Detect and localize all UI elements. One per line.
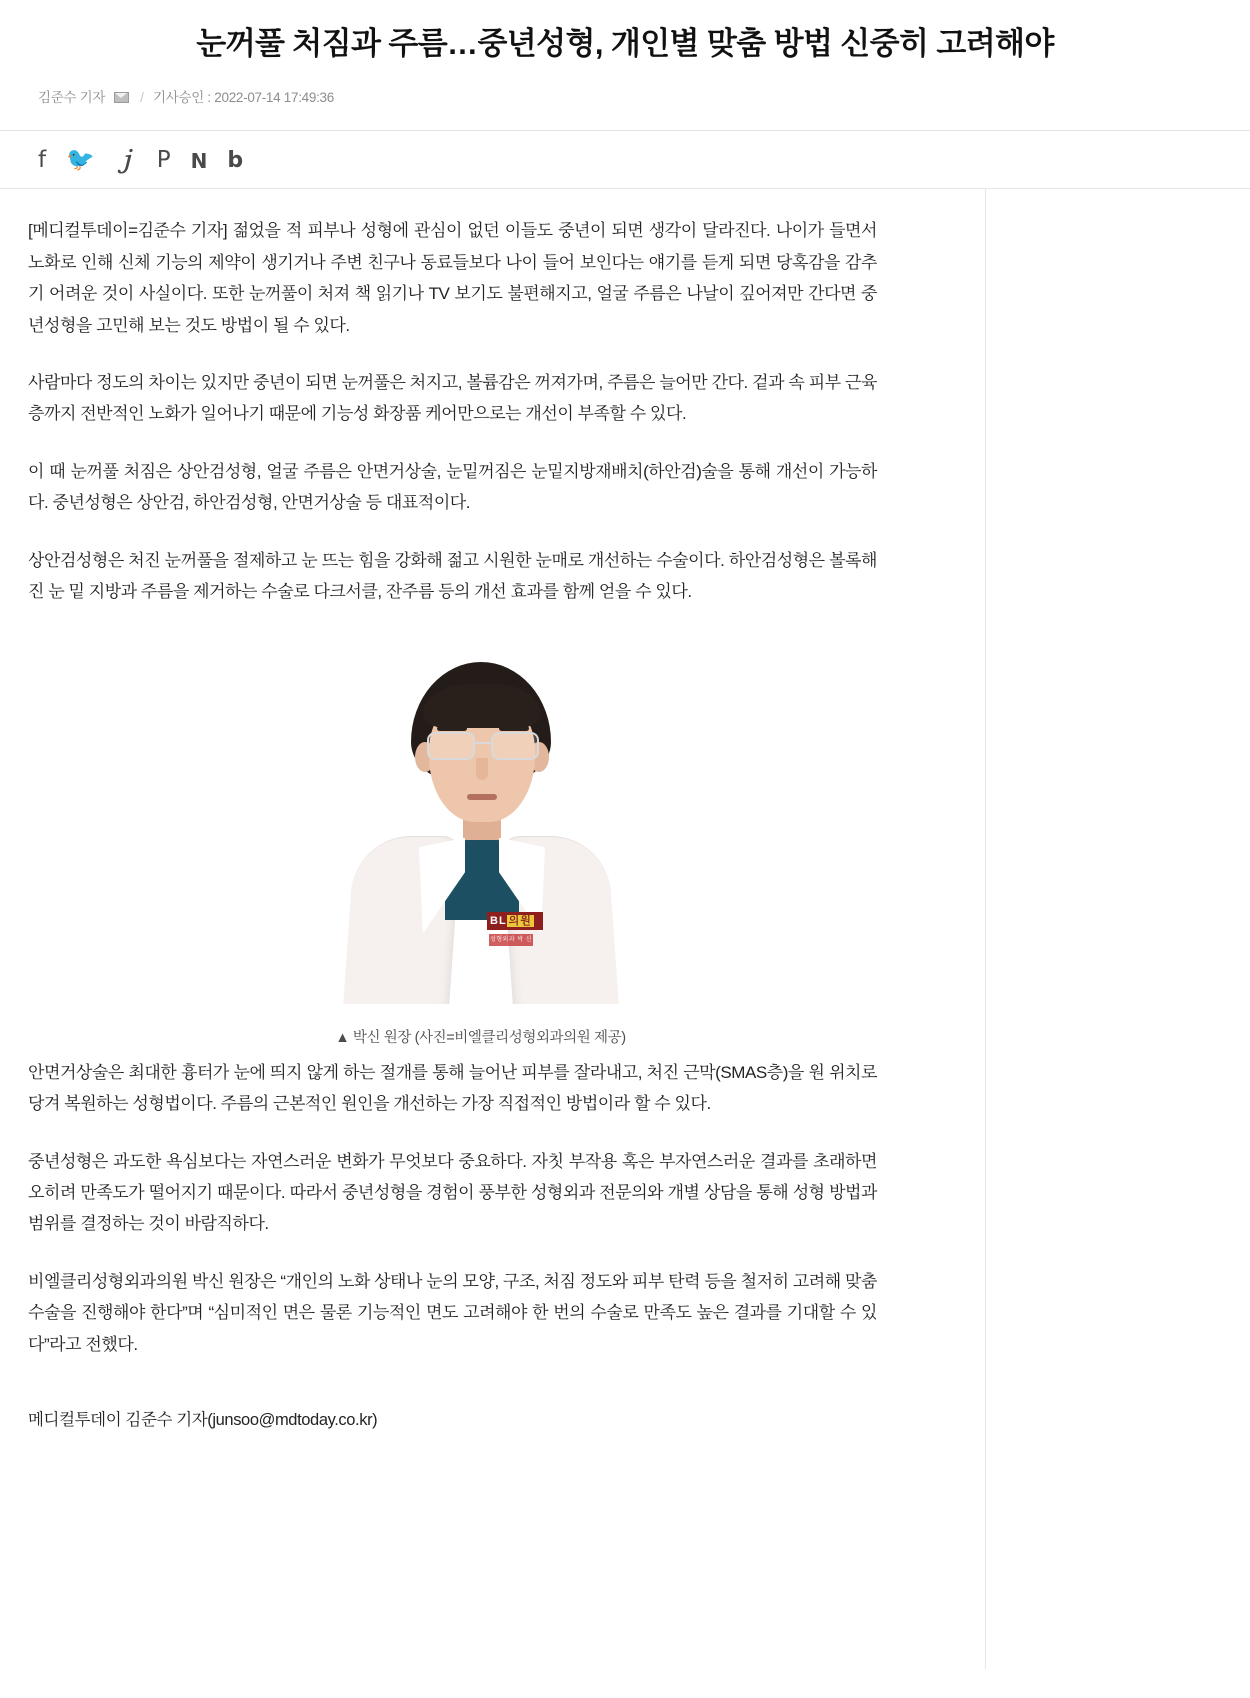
eyebrow-left-shape — [437, 726, 467, 731]
eyebrow-right-shape — [499, 726, 529, 731]
article-figure — [28, 654, 933, 1047]
nose-shape — [476, 758, 488, 780]
byline-reporter: 김준수 기자 — [38, 90, 106, 106]
glasses-icon — [425, 732, 541, 758]
naver-share-icon[interactable]: N — [190, 148, 208, 173]
article-body — [0, 215, 905, 1430]
pinterest-share-icon[interactable]: P — [156, 147, 171, 174]
byline-timestamp: 기사승인 : 2022-07-14 17:49:36 — [152, 90, 334, 106]
twitter-share-icon[interactable]: 🐦 — [66, 147, 95, 174]
glasses-lens-right — [491, 732, 539, 760]
paragraph: 비엘클리성형외과의원 박신 원장은 “개인의 노화 상태나 눈의 모양, 구조, 처짐 정도와 피부 탄력 등을 철저히 고려해 맞춤 수술을 진행해야 한다”며 “심미적인 면은 물론 기능적인 면도 고려해야 한 번의 수술로 만족도 높은 결과를 기대할 수 있다”라고 전했다. — [28, 1271, 877, 1354]
coat-logo-text: BL — [490, 914, 507, 927]
fringe-shape — [423, 684, 541, 728]
paragraph: [메디컬투데이=김준수 기자] 젊었을 적 피부나 성형에 관심이 없던 이들도 중년이 되면 생각이 달라진다. 나이가 들면서 노화로 인해 신체 기능의 제약이 생기거나 주변 친구나 동료들보다 나이 들어 보인다는 얘기를 듣게 되면 당혹감을 감추기 어려운 것이 사실이다. 또한 눈꺼풀이 처져 책 읽기나 TV 보기도 불편해지고, 얼굴 주름은 나날이 깊어져만 간다면 중년성형을 고민해 보는 것도 방법이 될 수 있다. — [28, 221, 877, 335]
band-share-icon[interactable]: b — [227, 147, 244, 173]
paragraph: 이 때 눈꺼풀 처짐은 상안검성형, 얼굴 주름은 안면거상술, 눈밑꺼짐은 눈밑지방재배치(하안검)술을 통해 개선이 가능하다. 중년성형은 상안검, 하안검성형, 안면거상술 등 대표적이다. — [28, 461, 877, 513]
facebook-share-icon[interactable]: f — [38, 147, 47, 174]
mouth-shape — [467, 794, 497, 800]
kakao-share-icon[interactable]: ｊ — [114, 147, 137, 173]
mail-icon[interactable] — [114, 92, 129, 103]
coat-logo-highlight: 의원 — [508, 914, 532, 927]
byline-separator: / — [140, 90, 144, 106]
figure-caption: ▲ 박신 원장 (사진=비엘클리성형외과의원 제공) — [335, 1029, 626, 1046]
glasses-lens-left — [427, 732, 475, 760]
article-content — [0, 189, 1250, 1430]
share-bar — [0, 131, 1250, 189]
glasses-bridge — [473, 742, 493, 744]
coat-badge: 성형외과 박 신 — [489, 934, 533, 946]
paragraph: 상안검성형은 처진 눈꺼풀을 절제하고 눈 뜨는 힘을 강화해 젊고 시원한 눈매로 개선하는 수술이다. 하안검성형은 볼록해진 눈 밑 지방과 주름을 제거하는 수술로 다크서클, 잔주름 등의 개선 효과를 함께 얻을 수 있다. — [28, 550, 877, 602]
content-vertical-rule — [985, 189, 986, 1669]
article-header — [0, 0, 1250, 106]
byline — [28, 86, 1222, 106]
coat-logo — [487, 912, 543, 930]
article-signoff: 메디컬투데이 김준수 기자(junsoo@mdtoday.co.kr) — [28, 1411, 378, 1430]
paragraph: 중년성형은 과도한 욕심보다는 자연스러운 변화가 무엇보다 중요하다. 자칫 부작용 혹은 부자연스러운 결과를 초래하면 오히려 만족도가 떨어지기 때문이다. 따라서 중년성형을 경험이 풍부한 성형외과 전문의와 개별 상담을 통해 성형 방법과 범위를 결정하는 것이 바람직하다. — [28, 1151, 877, 1234]
paragraph: 사람마다 정도의 차이는 있지만 중년이 되면 눈꺼풀은 처지고, 볼륨감은 꺼져가며, 주름은 늘어만 간다. 겉과 속 피부 근육층까지 전반적인 노화가 일어나기 때문에 기능성 화장품 케어만으로는 개선이 부족할 수 있다. — [28, 373, 877, 424]
page-title: 눈꺼풀 처짐과 주름…중년성형, 개인별 맞춤 방법 신중히 고려해야 — [196, 26, 1054, 61]
paragraph: 안면거상술은 최대한 흉터가 눈에 띄지 않게 하는 절개를 통해 늘어난 피부를 잘라내고, 처진 근막(SMAS층)을 원 위치로 당겨 복원하는 성형법이다. 주름의 근본적인 원인을 개선하는 가장 직접적인 방법이라 할 수 있다. — [28, 1062, 877, 1114]
doctor-portrait-image — [333, 654, 628, 1004]
